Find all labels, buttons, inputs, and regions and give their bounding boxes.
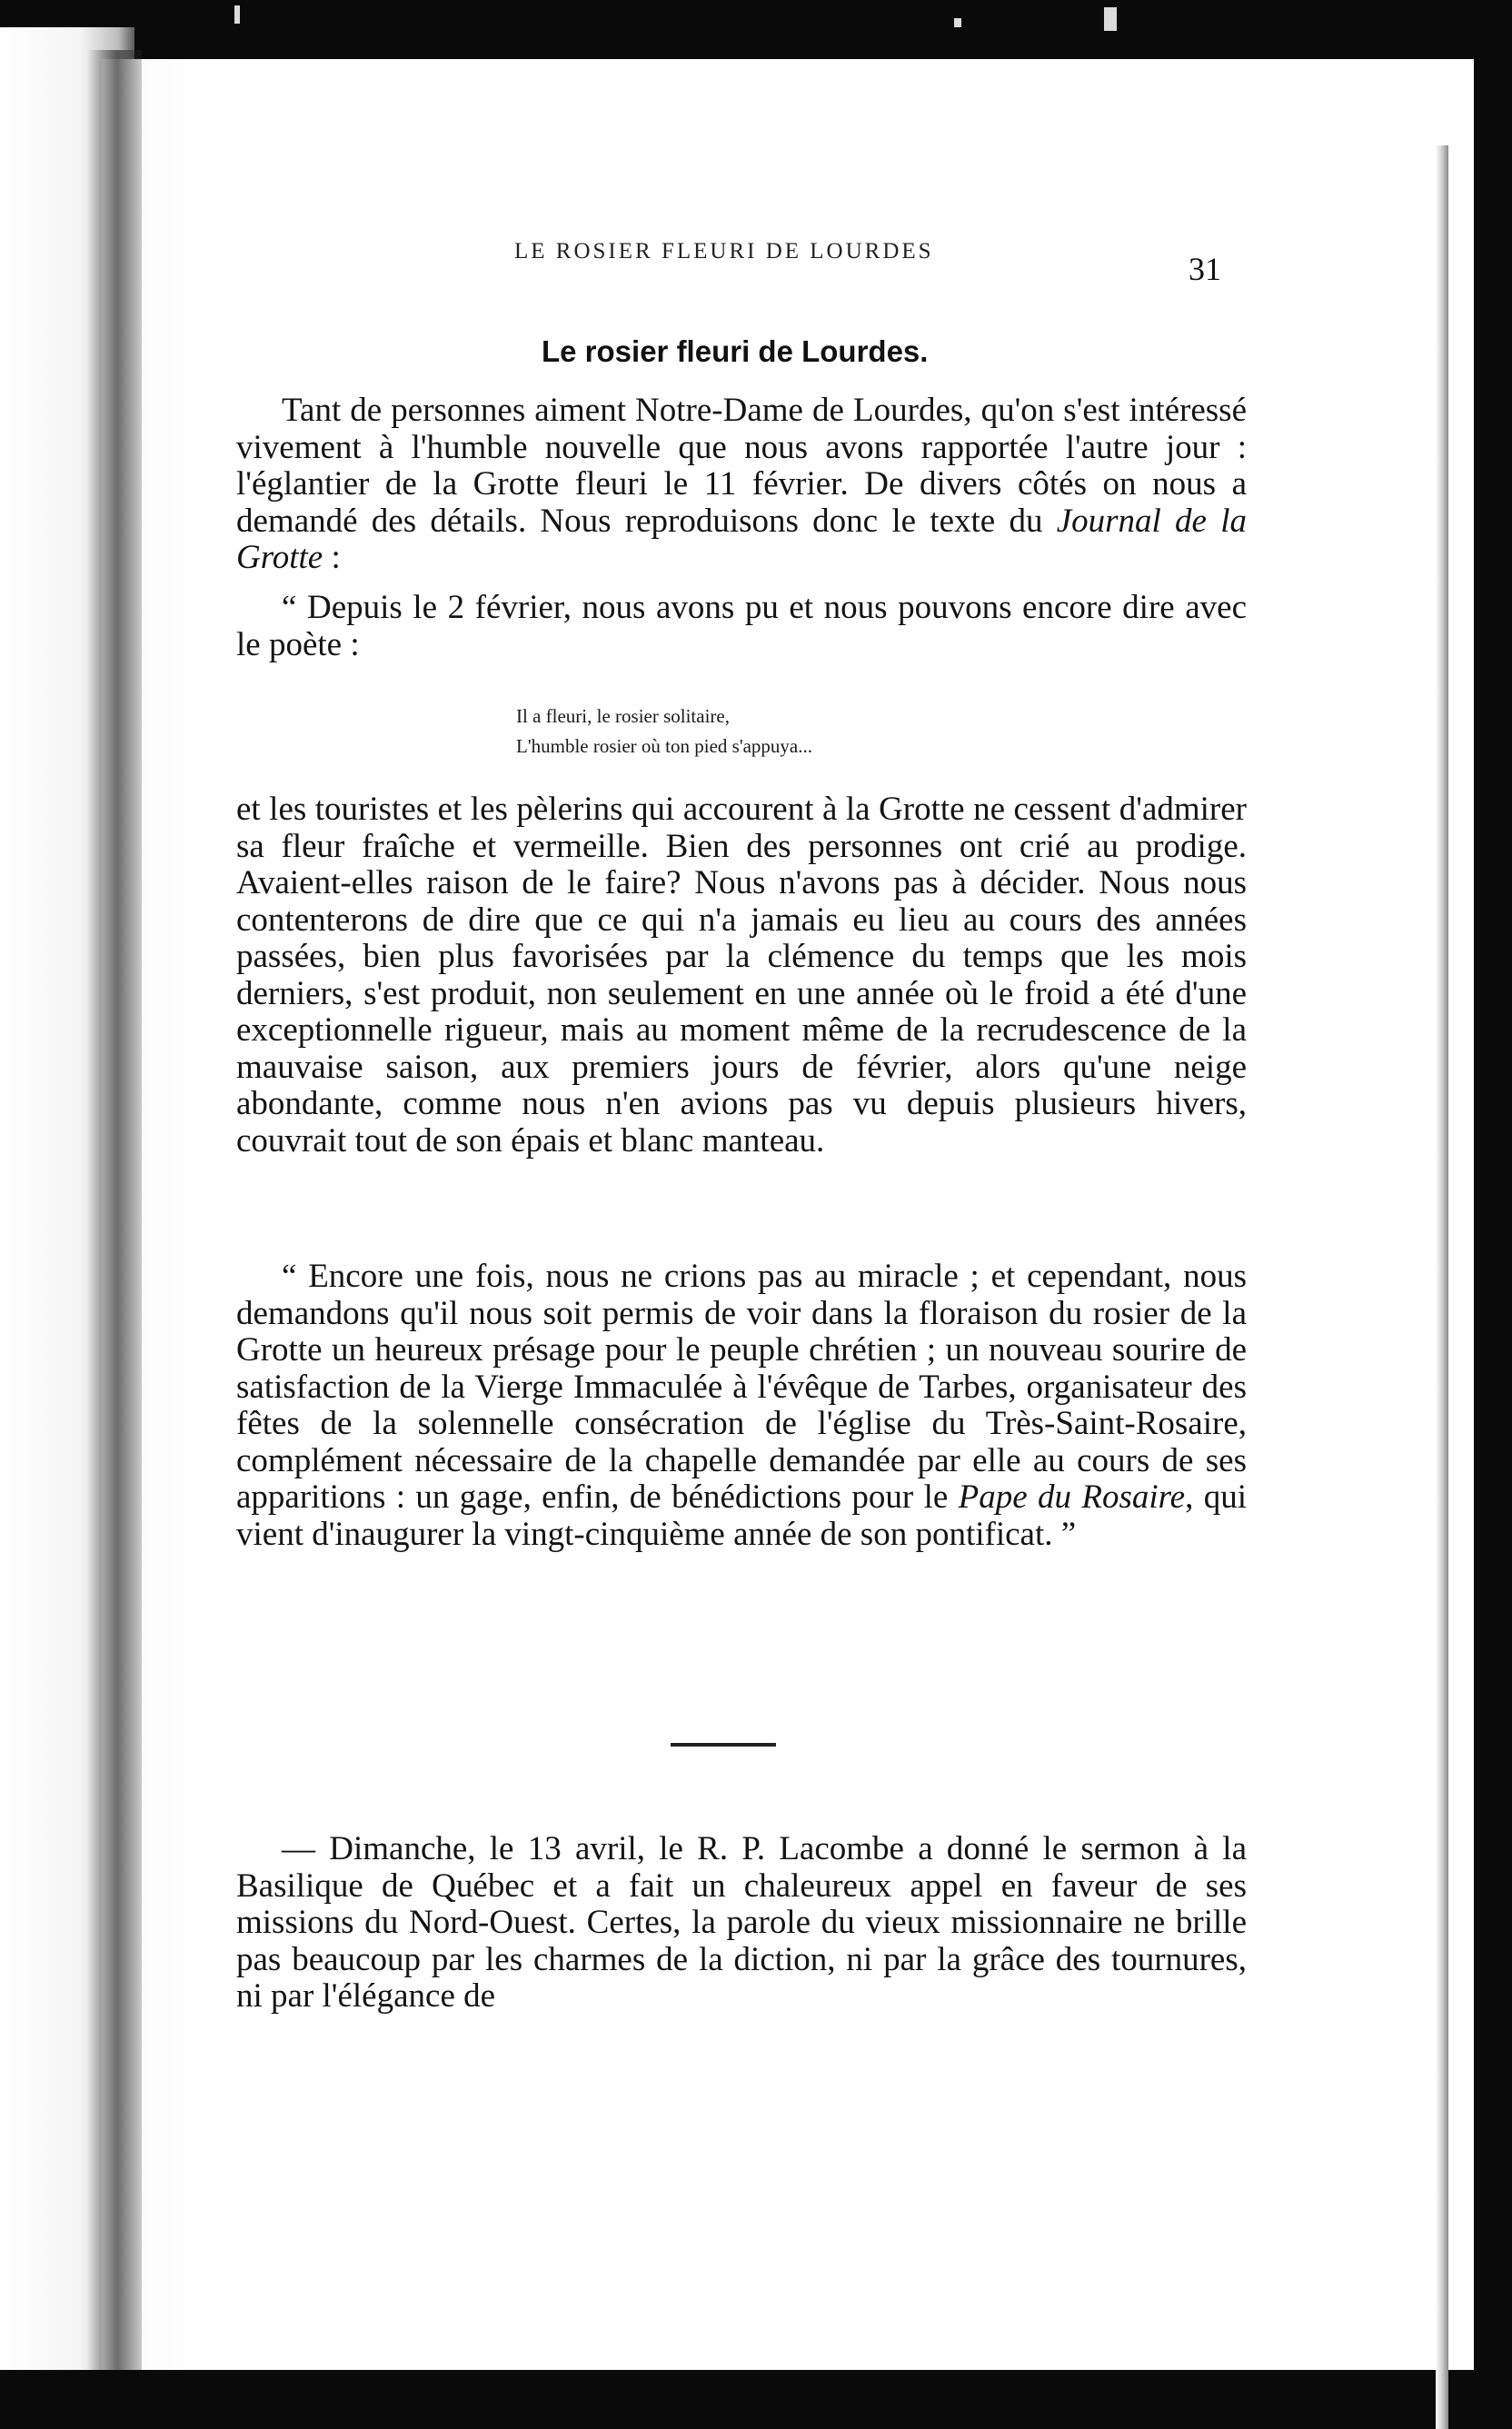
scan-speck <box>1104 7 1117 31</box>
paragraph-pilgrims: et les touristes et les pèlerins qui accourent à la Grotte ne cessent d'admirer sa fleur fraîche et vermeille. Bien des personnes ont crié au prodige. Avaient-elles raison de le faire? Nous n'avons pas à décider. Nous nous contenterons de dire que ce qui n'a jamais eu lieu au cours des années passées, bien plus favorisées par la clémence du temps que les mois derniers, s'est produit, non seulement en une année où le froid a été d'une exceptionnelle rigueur, mais au moment même de la recrudescence de la mauvaise saison, aux premiers jours de février, alors qu'une neige abondante, comme nous n'en avions pas vu depuis plusieurs hivers, couvrait tout de son épais et blanc manteau. <box>236 791 1247 1160</box>
paragraph-lacombe: — Dimanche, le 13 avril, le R. P. Lacombe a donné le sermon à la Basilique de Québec et a fait un chaleureux appel en faveur de ses missions du Nord-Ouest. Certes, la parole du vieux missionnaire ne brille pas beaucoup par les charmes de la diction, ni par la grâce des tournures, ni par l'élégance de <box>236 1830 1247 2015</box>
pope-title: Pape du Rosaire <box>958 1478 1186 1516</box>
verse-line: L'humble rosier où ton pied s'appuya... <box>516 735 813 757</box>
scan-speck <box>954 18 961 27</box>
journal-title: Journal de la Grotte <box>236 502 1247 576</box>
paragraph-quote-start: “ Depuis le 2 février, nous avons pu et nous pouvons encore dire avec le poète : <box>236 589 1247 663</box>
verse-quote <box>516 702 812 762</box>
paragraph-miracle <box>236 1259 1247 1553</box>
section-divider <box>671 1743 776 1747</box>
paragraph-miracle-end: , qui vient d'inaugurer la vingt-cinquième année de son pontificat. ” <box>236 1478 1247 1553</box>
verse-line: Il a fleuri, le rosier solitaire, <box>516 705 730 727</box>
paragraph-intro <box>236 393 1247 577</box>
paragraph-intro-end: : <box>323 539 341 576</box>
scan-speck <box>234 5 240 24</box>
paragraph-intro-text: Tant de personnes aiment Notre-Dame de Lourdes, qu'on s'est intéressé vivement à l'humble nouvelle que nous avons rapportée l'autre jour : l'églantier de la Grotte fleuri le 11 février. De divers côtés on nous a demandé des détails. Nous reproduisons donc le texte du <box>236 392 1247 540</box>
page-edge-shadow <box>1436 145 1448 2429</box>
running-head: LE ROSIER FLEURI DE LOURDES <box>514 239 934 264</box>
page-number: 31 <box>1189 251 1221 287</box>
paragraph-miracle-text: “ Encore une fois, nous ne crions pas au miracle ; et cependant, nous demandons qu'il nous soit permis de voir dans la floraison du rosier de la Grotte un heureux présage pour le peuple chrétien ; un nouveau sourire de satisfaction de la Vierge Immaculée à l'évêque de Tarbes, organisateur des fêtes de la solennelle consécration de l'église du Très-Saint-Rosaire, complément nécessaire de la chapelle demandée par elle au cours de ses apparitions : un gage, enfin, de bénédictions pour le <box>236 1258 1247 1516</box>
book-gutter <box>87 50 142 2370</box>
article-title: Le rosier fleuri de Lourdes. <box>542 334 929 368</box>
